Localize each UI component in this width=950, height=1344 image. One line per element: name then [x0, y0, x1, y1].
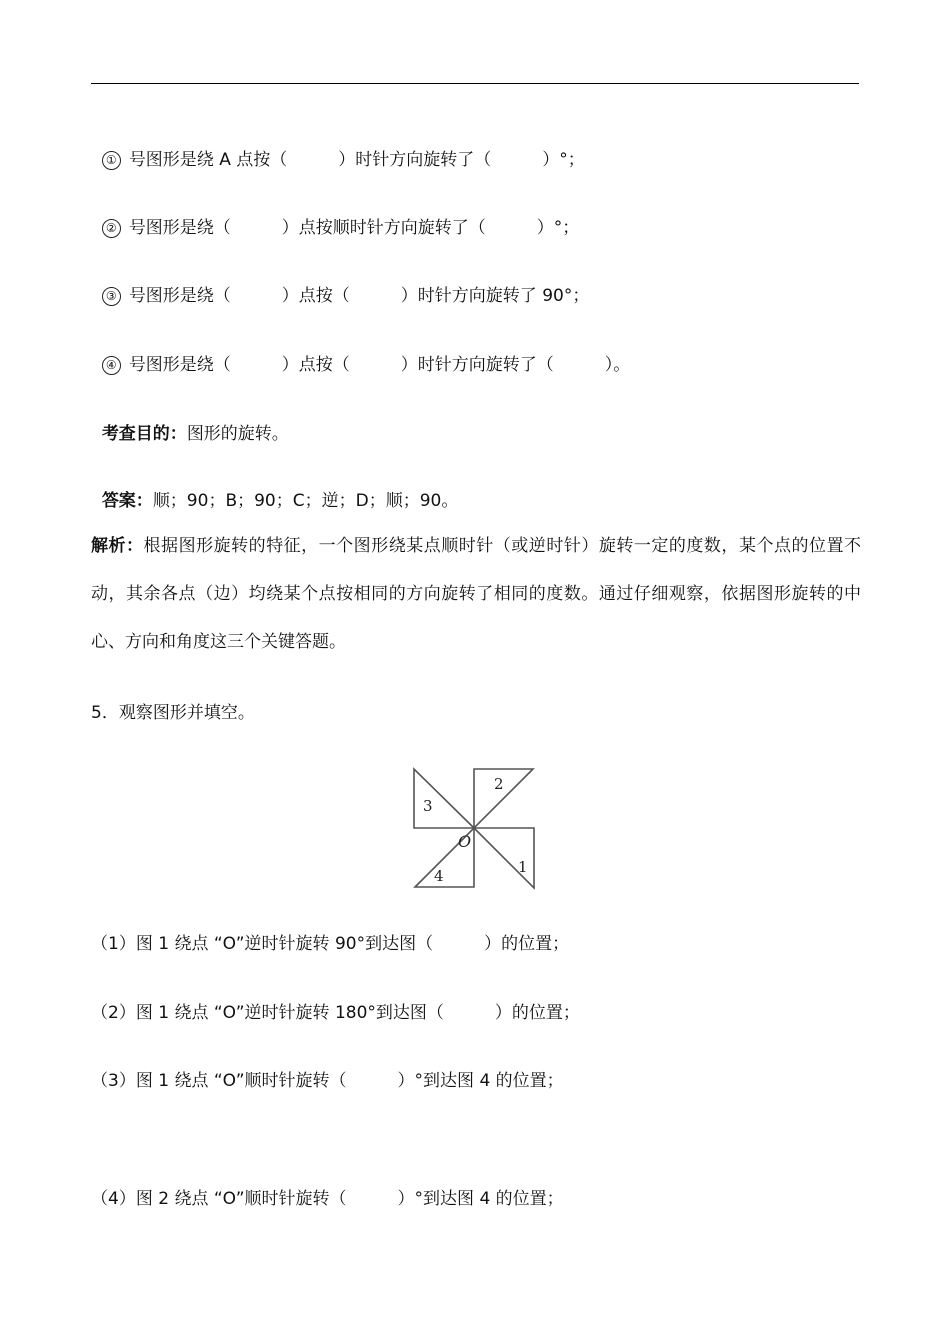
item-number: ① — [102, 151, 121, 170]
triangle-label-3: 3 — [423, 797, 433, 815]
subquestion-3: （3）图 1 绕点 “O”顺时针旋转（ ）°到达图 4 的位置； — [91, 1071, 564, 1091]
triangle-label-4: 4 — [434, 867, 444, 885]
answer-text: 顺；90；B；90；C；逆；D；顺；90。 — [152, 491, 459, 511]
header-rule — [91, 83, 859, 84]
subquestion-2: （2）图 1 绕点 “O”逆时针旋转 180°到达图（ ）的位置； — [91, 1003, 580, 1023]
item-text: 号图形是绕（ ）点按（ ）时针方向旋转了 90°； — [128, 286, 590, 306]
analysis-text: 根据图形旋转的特征，一个图形绕某点顺时针（或逆时针）旋转一定的度数，某个点的位置不动，其余各点（边）均绕某个点按相同的方向旋转了相同的度数。通过仔细观察，依据图形旋转的中心、方向和角度这三个关键答题。 — [91, 536, 862, 652]
item-text: 号图形是绕（ ）点按顺时针方向旋转了（ ）°； — [128, 218, 580, 238]
item-number: ④ — [102, 356, 121, 375]
triangle-label-1: 1 — [518, 858, 528, 876]
item-3 — [91, 260, 589, 308]
answer-line — [91, 465, 458, 513]
item-text: 号图形是绕 A 点按（ ）时针方向旋转了（ ）°； — [128, 150, 585, 170]
pinwheel-figure — [408, 765, 540, 899]
answer-label: 答案： — [101, 491, 153, 511]
analysis-label: 解析： — [91, 536, 144, 556]
item-1 — [91, 124, 585, 172]
purpose-line — [91, 398, 289, 446]
subquestion-1: （1）图 1 绕点 “O”逆时针旋转 90°到达图（ ）的位置； — [91, 934, 570, 954]
pinwheel-svg — [408, 765, 540, 895]
item-number: ② — [102, 219, 121, 238]
question-5-title: 5．观察图形并填空。 — [91, 703, 255, 723]
purpose-text: 图形的旋转。 — [186, 424, 289, 444]
item-2 — [91, 192, 579, 240]
item-text: 号图形是绕（ ）点按（ ）时针方向旋转了（ ）。 — [128, 355, 631, 375]
item-number: ③ — [102, 287, 121, 306]
triangle-label-2: 2 — [494, 775, 504, 793]
subquestion-4: （4）图 2 绕点 “O”顺时针旋转（ ）°到达图 4 的位置； — [91, 1189, 564, 1209]
purpose-label: 考查目的： — [101, 424, 187, 444]
analysis-paragraph — [91, 522, 861, 666]
center-label: O — [458, 832, 472, 851]
item-4 — [91, 329, 630, 377]
